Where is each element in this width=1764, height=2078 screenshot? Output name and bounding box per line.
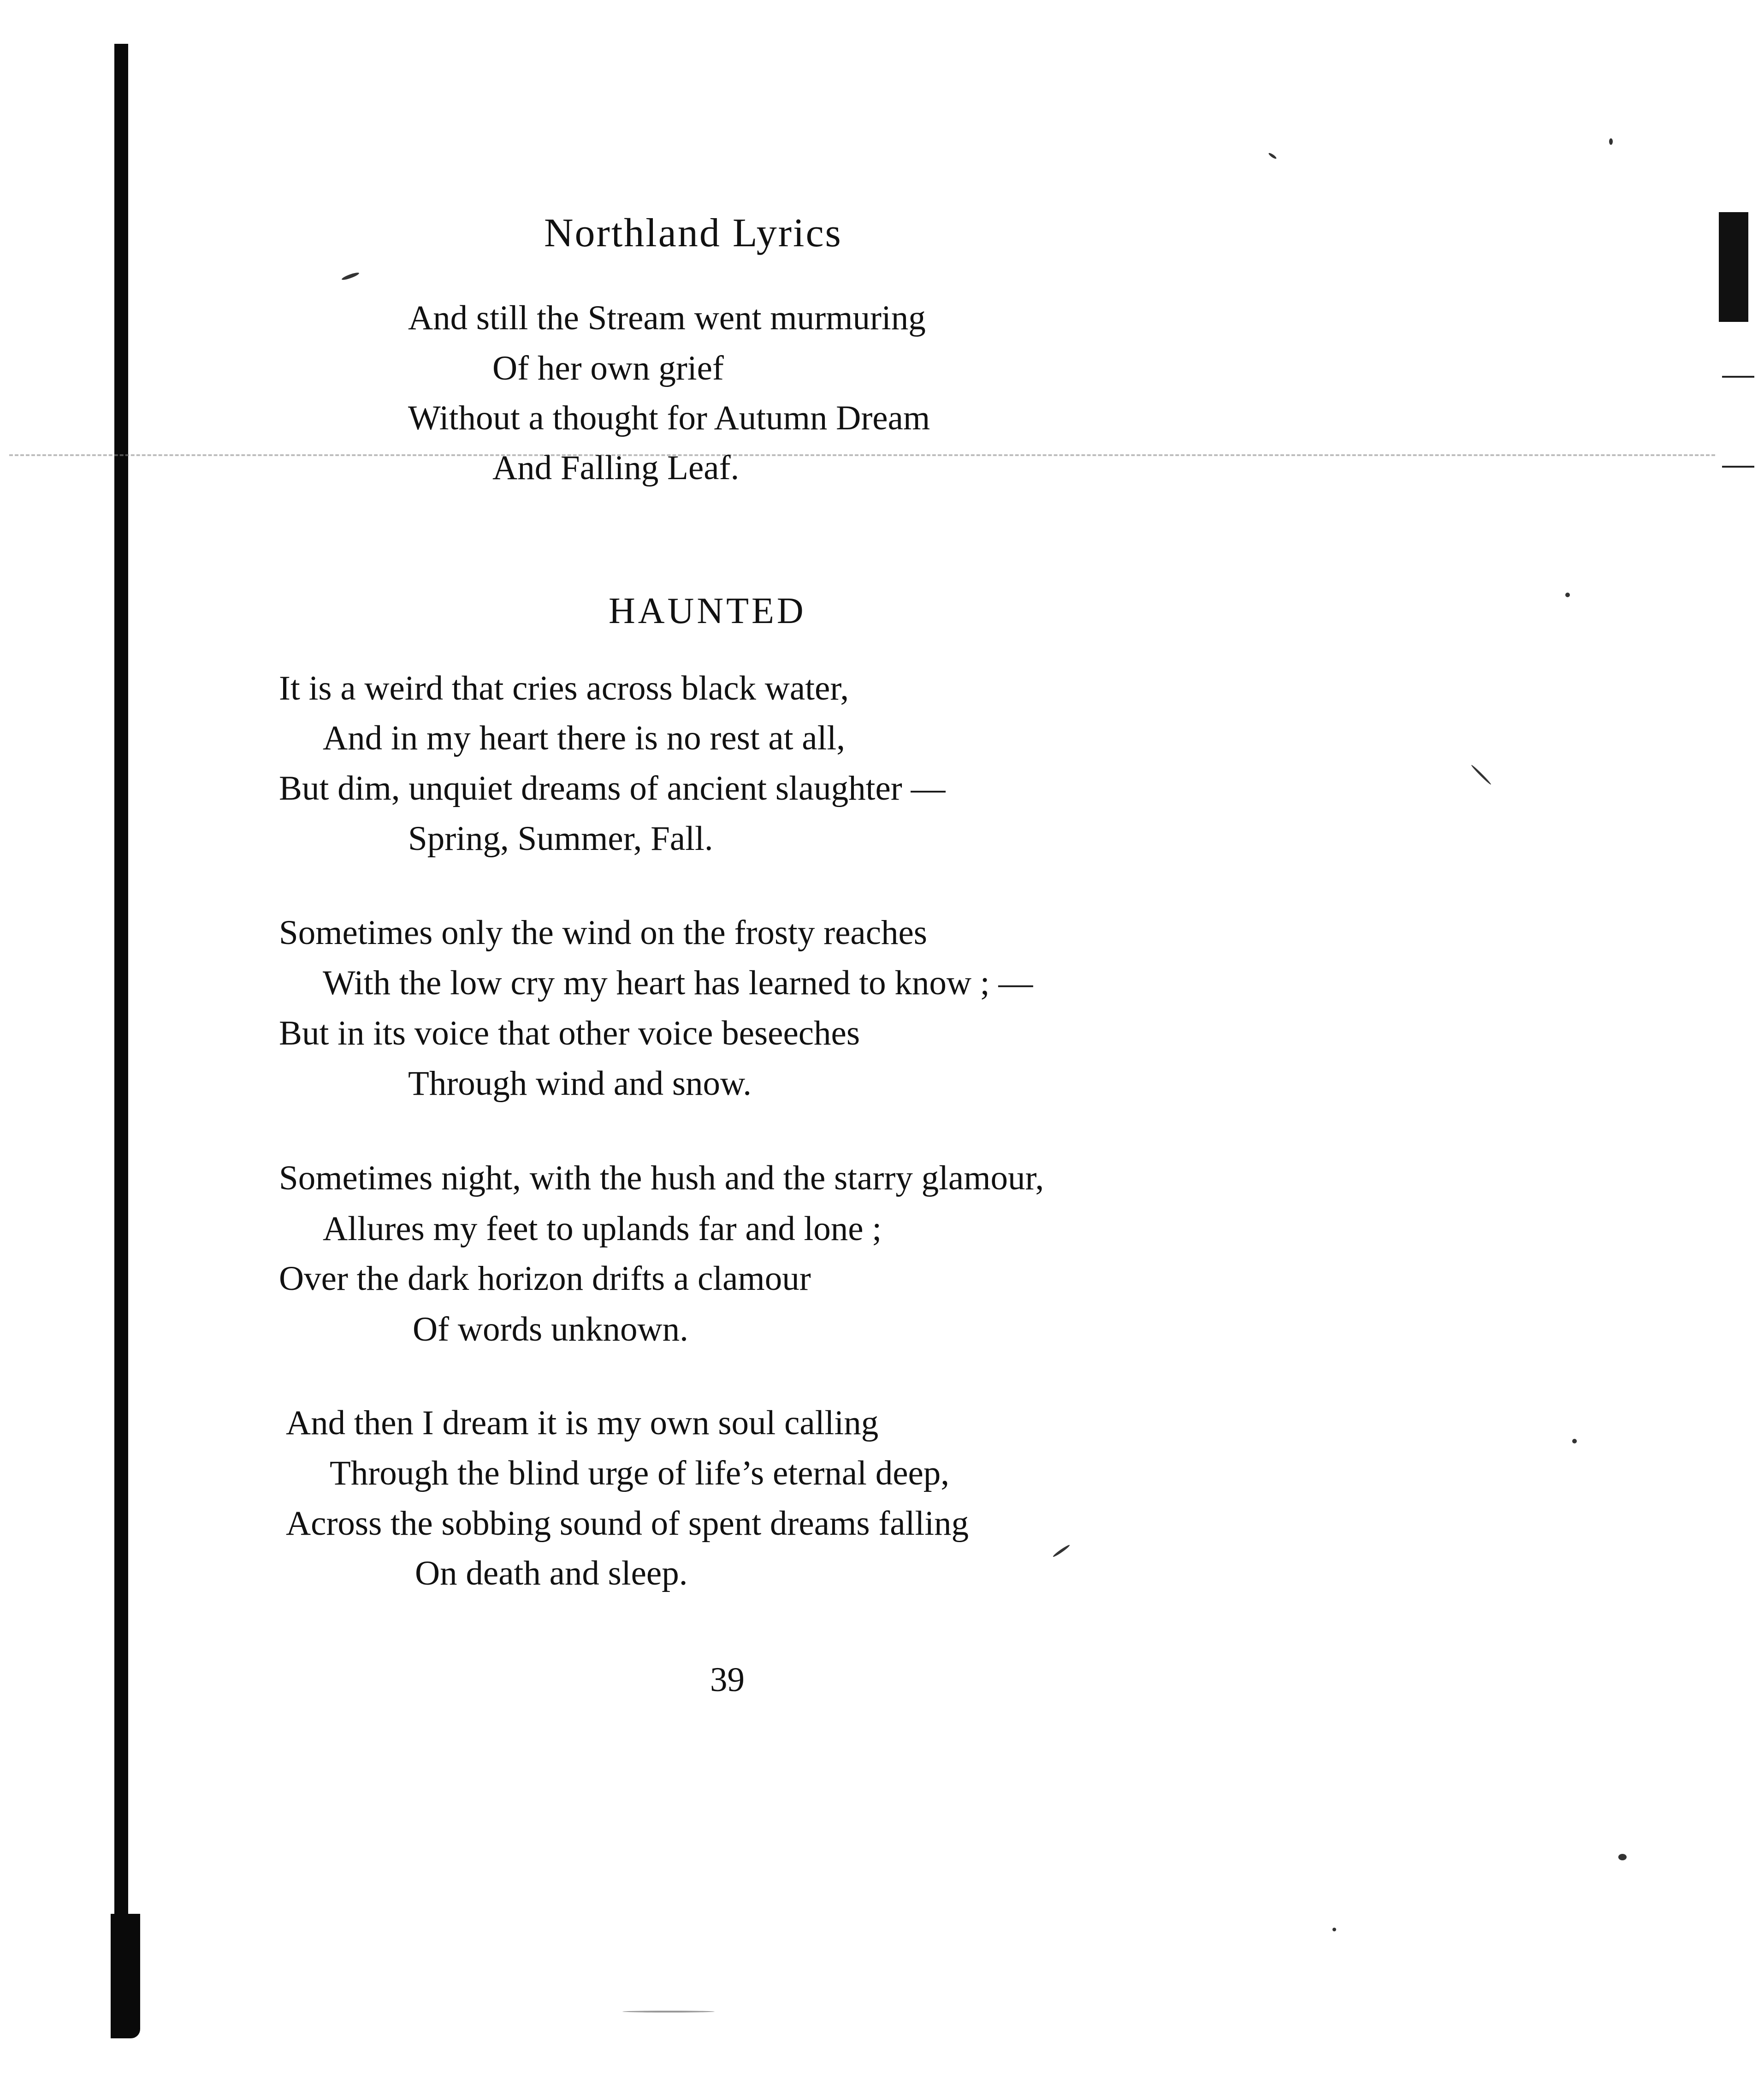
binding-edge-bottom — [111, 1914, 140, 2038]
verse-line: But dim, unquiet dreams of ancient slaughter — — [279, 769, 946, 807]
print-speck — [1052, 1544, 1070, 1558]
verse-line: Over the dark horizon drifts a clamour — [279, 1259, 811, 1298]
verse-line: Through the blind urge of life’s eternal deep, — [330, 1454, 950, 1492]
verse-line: And in my heart there is no rest at all, — [323, 719, 846, 757]
verse-line: Sometimes night, with the hush and the starry glamour, — [279, 1159, 1044, 1197]
print-speck — [1618, 1854, 1627, 1860]
margin-dash — [1722, 466, 1754, 468]
print-speck — [622, 2011, 715, 2013]
margin-mark — [1719, 212, 1748, 322]
print-speck — [1332, 1928, 1336, 1931]
print-speck — [341, 271, 360, 281]
print-speck — [1565, 593, 1570, 597]
verse-line: Spring, Summer, Fall. — [408, 819, 713, 858]
poem-title: HAUNTED — [609, 591, 806, 631]
print-speck — [1609, 138, 1613, 145]
verse-line: Of her own grief — [492, 349, 724, 387]
fold-line — [9, 454, 1715, 456]
verse-line: It is a weird that cries across black water, — [279, 669, 849, 707]
verse-line: On death and sleep. — [415, 1554, 688, 1592]
verse-line: With the low cry my heart has learned to know ; — — [323, 964, 1033, 1002]
verse-line: And still the Stream went murmuring — [408, 299, 926, 337]
verse-line: And Falling Leaf. — [492, 449, 740, 487]
verse-line: And then I dream it is my own soul calling — [286, 1404, 879, 1442]
verse-line: Sometimes only the wind on the frosty reaches — [279, 914, 927, 952]
verse-line: Across the sobbing sound of spent dreams falling — [286, 1504, 969, 1543]
verse-line: Without a thought for Autumn Dream — [408, 399, 930, 437]
binding-edge — [114, 44, 128, 2036]
verse-line: Of words unknown. — [413, 1310, 688, 1348]
print-speck — [1572, 1439, 1577, 1443]
print-speck — [1268, 152, 1277, 160]
print-speck — [1471, 764, 1492, 785]
verse-line: But in its voice that other voice beseeches — [279, 1014, 860, 1052]
verse-line: Through wind and snow. — [408, 1064, 752, 1103]
verse-line: Allures my feet to uplands far and lone ; — [323, 1210, 882, 1248]
running-head: Northland Lyrics — [544, 211, 842, 255]
page-number: 39 — [710, 1661, 745, 1699]
margin-dash — [1722, 376, 1754, 378]
